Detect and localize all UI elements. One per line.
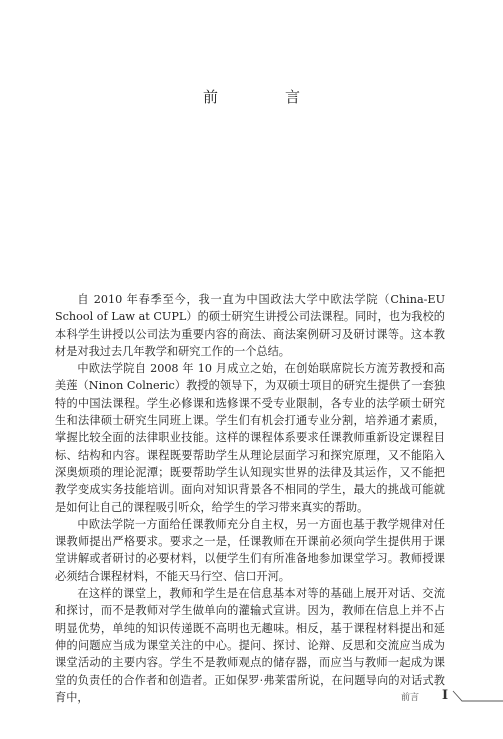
preface-body	[55, 291, 445, 706]
running-footer-label: 前言	[401, 693, 420, 703]
paragraph: 中欧法学院一方面给任课教师充分自主权，另一方面也基于教学规律对任课教师提出严格要求。要求之一是，任课教师在开课前必须向学生提供用于课堂讲解或者研讨的必要材料，以便学生们有所准备地参加课堂学习。教师授课必须结合课程材料，不能天马行空、信口开河。	[55, 517, 445, 583]
paragraph: 中欧法学院自 2008 年 10 月成立之始，在创始联席院长方流芳教授和高美莲（Ninon Colneric）教授的领导下，为双硕士项目的研究生提供了一套独特的中国法课程。学生必修课和选修课不受专业限制，各专业的法学硕士研究生和法律硕士研究生同班上课。学生们有机会打通专业分割，培养通才素质，掌握比较全面的法律职业技能。这样的课程体系要求任课教师重新设定课程目标、结构和内容。课程既要帮助学生从理论层面学习和探究原理，又不能陷入深奥烦琐的理论泥潭；既要帮助学生认知现实世界的法律及其运作，又不能把教学变成实务技能培训。面向对知识背景各不相同的学生，最大的挑战可能就是如何让自己的课程吸引听众，给学生的学习带来真实的帮助。	[55, 362, 445, 514]
page-footer	[0, 690, 503, 720]
paragraph: 自 2010 年春季至今，我一直为中国政法大学中欧法学院（China-EU School of Law at CUPL）的硕士研究生讲授公司法课程。同时，也为我校的本科学生讲授以公司法为重要内容的商法、商法案例研习及研讨课等。这本教材是对我过去几年教学和研究工作的一个总结。	[55, 293, 445, 358]
page-number: I	[442, 688, 449, 703]
page-title: 前 言	[202, 88, 326, 106]
footer-rule-decoration	[452, 690, 503, 704]
paragraph: 在这样的课堂上，教师和学生是在信息基本对等的基础上展开对话、交流和探讨，而不是教师对学生做单向的灌输式宣讲。因为，教师在信息上并不占明显优势，单纯的知识传递既不高明也无趣味。相反，基于课程材料提出和延伸的问题应当成为课堂关注的中心。提问、探讨、论辩、反思和交流应当成为课堂活动的主要内容。学生不是教师观点的储存器，而应当与教师一起成为课堂的负责任的合作者和创造者。正如保罗·弗莱雷所说，在问题导向的对话式教育中，	[55, 587, 445, 704]
